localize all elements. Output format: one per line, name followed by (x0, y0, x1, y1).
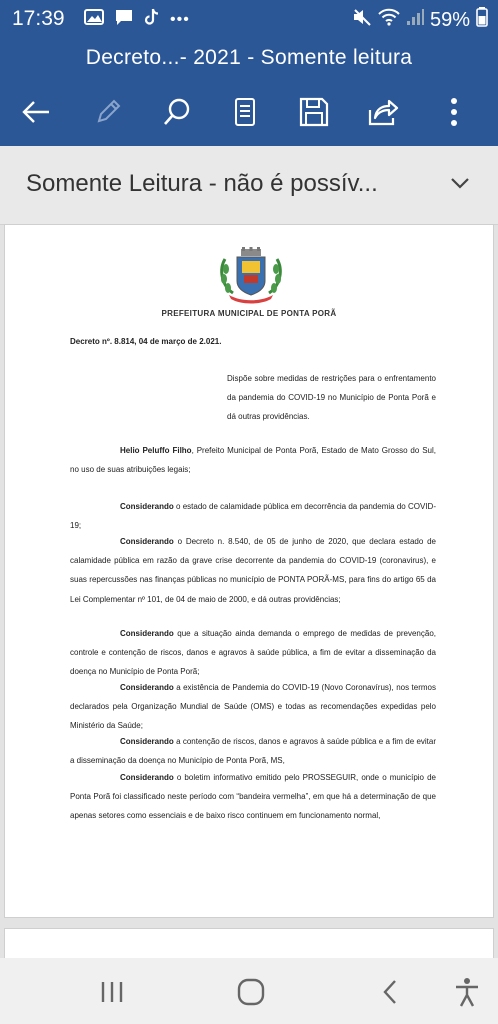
author-name: Helio Peluffo Filho (120, 446, 192, 455)
home-icon (237, 978, 265, 1006)
system-nav-bar (0, 958, 498, 1024)
considerando-paragraph (70, 532, 436, 609)
nav-back-button[interactable] (368, 972, 412, 1012)
back-button[interactable] (14, 90, 58, 134)
reading-view-button[interactable] (223, 90, 267, 134)
considerando-keyword: Considerando (120, 629, 174, 638)
considerando-paragraph (70, 497, 436, 535)
chat-icon (114, 8, 134, 31)
search-icon (162, 97, 192, 127)
battery-percent: 59% (429, 8, 470, 31)
considerando-paragraph (70, 624, 436, 682)
considerando-paragraph (70, 678, 436, 736)
reading-view-icon (234, 97, 256, 127)
home-button[interactable] (229, 972, 273, 1012)
municipal-crest-logo (215, 247, 287, 310)
more-notifications-icon: ••• (170, 10, 190, 28)
read-only-banner[interactable] (0, 146, 498, 225)
save-button[interactable] (292, 90, 336, 134)
accessibility-icon (454, 977, 480, 1007)
decree-summary: Dispõe sobre medidas de restrições para o enfrentamento da pandemia do COVID-19 no Município de Ponta Porã e dá outras providências. (227, 374, 436, 422)
author-paragraph (70, 441, 436, 479)
more-vert-icon (449, 97, 459, 127)
considerando-text: que a situação ainda demanda o emprego de medidas de prevenção, controle e contenção de riscos, danos e agravos à saúde pública, a fim de evitar a disseminação da doença no Município de Ponta Porã; (70, 629, 436, 677)
edit-pencil-icon (94, 98, 122, 126)
chevron-down-icon[interactable] (450, 176, 470, 194)
recent-apps-icon (99, 980, 125, 1004)
author-text: , Prefeito Municipal de Ponta Porã, Estado de Mato Grosso do Sul, no uso de suas atribuições legais; (70, 446, 437, 475)
edit-button[interactable] (86, 90, 130, 134)
save-icon (299, 97, 329, 127)
back-icon (382, 979, 398, 1005)
considerando-keyword: Considerando (120, 537, 174, 546)
considerando-text: o estado de calamidade pública em decorrência da pandemia do COVID-19; (70, 502, 436, 531)
mute-icon (352, 8, 372, 32)
back-arrow-icon (21, 100, 51, 124)
signal-icon (406, 8, 424, 32)
app-bar (0, 38, 498, 146)
considerando-text: o Decreto n. 8.540, de 05 de junho de 2020, que declara estado de calamidade pública em razão da grave crise decorrente da pandemia do COVID-19 (coronavirus), e suas repercussões nas finanças públicas no município de PONTA PORÃ-MS, para fins do artigo 65 da Lei Complementar nº 101, de 04 de maio de 2000, e dá outras providências; (70, 537, 436, 604)
read-only-banner-text: Somente Leitura - não é possív... (26, 170, 378, 197)
considerando-keyword: Considerando (120, 773, 174, 782)
wifi-icon (378, 8, 400, 32)
status-bar (0, 0, 498, 38)
gallery-icon (84, 9, 104, 30)
tiktok-icon (144, 8, 160, 31)
document-title: Decreto...- 2021 - Somente leitura (85, 46, 413, 69)
status-time: 17:39 (12, 7, 65, 30)
considerando-keyword: Considerando (120, 683, 174, 692)
decree-title: Decreto nº. 8.814, 04 de março de 2.021. (70, 337, 222, 346)
accessibility-button[interactable] (445, 972, 489, 1012)
share-button[interactable] (361, 90, 405, 134)
organization-header: PREFEITURA MUNICIPAL DE PONTA PORÃ (161, 309, 337, 318)
recent-apps-button[interactable] (90, 972, 134, 1012)
considerando-text: a existência de Pandemia do COVID-19 (Novo Coronavírus), nos termos declarados pela Organização Mundial de Saúde (OMS) e todas as recomendações expedidas pelo Ministério da Saúde; (70, 683, 436, 731)
battery-icon (476, 7, 488, 33)
search-button[interactable] (155, 90, 199, 134)
considerando-text: o boletim informativo emitido pelo PROSSEGUIR, onde o município de Ponta Porã foi classificado neste período com “bandeira vermelha”, em que há a determinação de que apenas setores como essenciais e de baixo risco continuem em funcionamento normal, (70, 773, 436, 821)
share-icon (367, 98, 399, 126)
considerando-keyword: Considerando (120, 502, 174, 511)
toolbar (0, 90, 498, 134)
more-options-button[interactable] (432, 90, 476, 134)
considerando-keyword: Considerando (120, 737, 174, 746)
considerando-paragraph (70, 768, 436, 826)
considerando-paragraph (70, 732, 436, 770)
considerando-text: a contenção de riscos, danos e agravos à saúde pública e a fim de evitar a disseminação da doença no Município de Ponta Porã, MS, (70, 737, 436, 766)
